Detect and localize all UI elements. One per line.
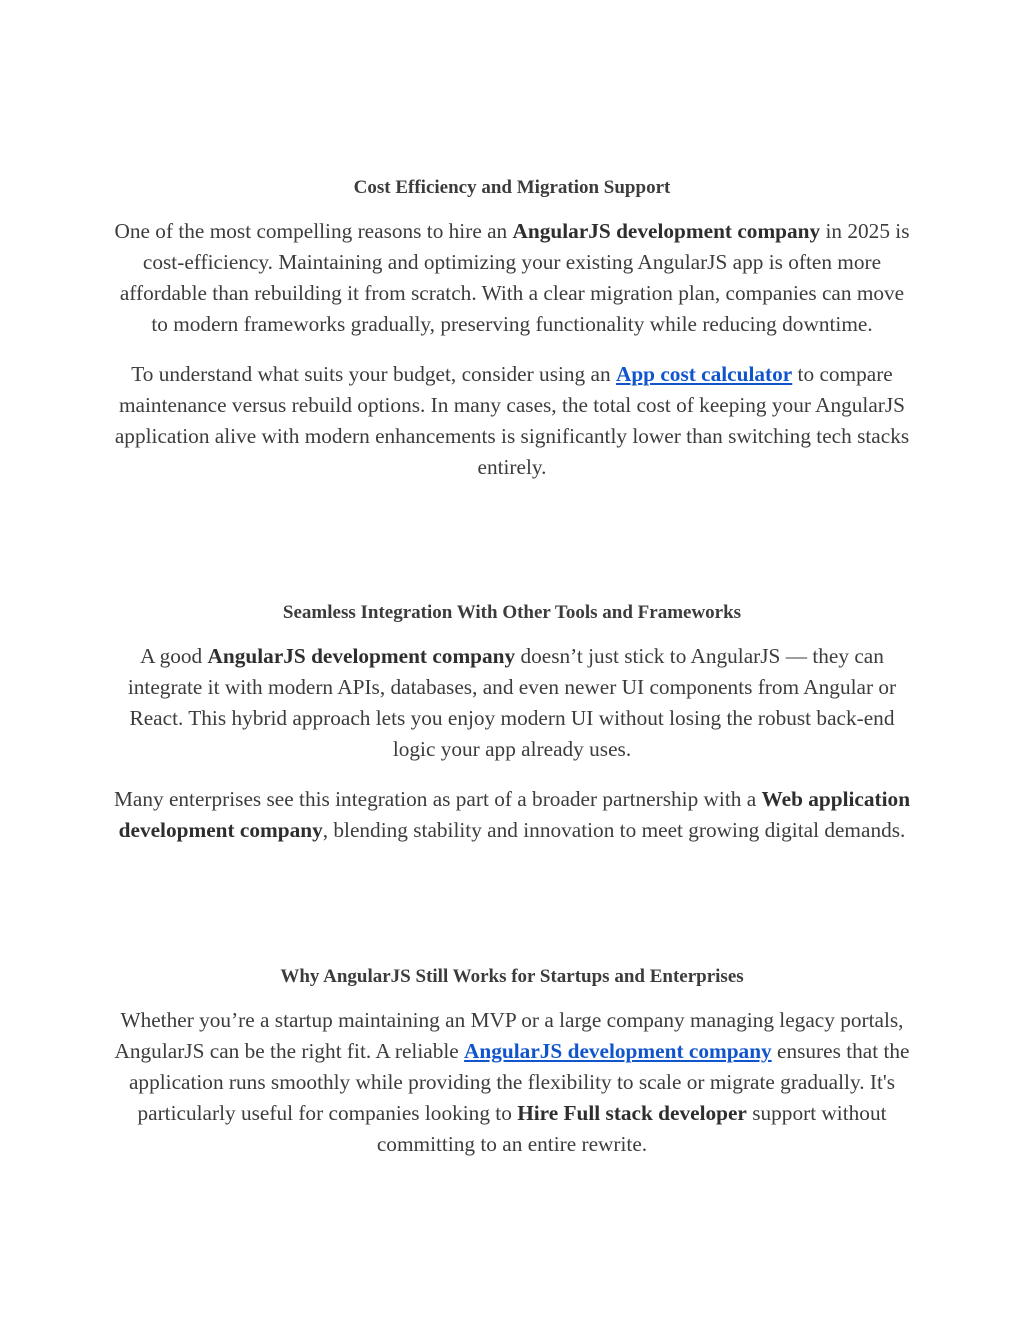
paragraph-text: in 2025 is cost-efficiency. Maintaining and optimizing your existing AngularJS app is often more affordable than rebuilding it from scratch. With a clear migration plan, companies can move to modern frameworks gradually, preserving functionality while reducing downtime.: [119, 219, 910, 336]
paragraph-text: One of the most compelling reasons to hire an: [114, 219, 513, 243]
paragraph-text: , blending stability and innovation to meet growing digital demands.: [322, 818, 906, 842]
paragraph-text: Whether you’re a startup maintaining an MVP or a large company managing legacy portals, AngularJS can be the right fit. A reliable: [114, 1008, 904, 1063]
bold-phrase: Web application development company: [118, 787, 911, 842]
section-seamless-integration: [112, 601, 912, 846]
section-heading: Seamless Integration With Other Tools and Frameworks: [282, 602, 742, 623]
section-cost-efficiency: [112, 176, 912, 483]
bold-phrase: AngularJS development company: [512, 219, 821, 243]
paragraph-text: to compare maintenance versus rebuild options. In many cases, the total cost of keeping your AngularJS application alive with modern enhancements is significantly lower than switching tech stacks entirely.: [114, 362, 910, 479]
paragraph-text: A good: [140, 644, 208, 668]
paragraph: [112, 1005, 912, 1160]
paragraph: [112, 784, 912, 846]
paragraph-text: support without committing to an entire rewrite.: [376, 1101, 887, 1156]
paragraph-text: To understand what suits your budget, consider using an: [131, 362, 616, 386]
section-heading: Why AngularJS Still Works for Startups and Enterprises: [280, 966, 744, 987]
paragraph: [112, 641, 912, 765]
app-cost-calculator-link[interactable]: App cost calculator: [615, 362, 793, 386]
section-heading: Cost Efficiency and Migration Support: [353, 177, 671, 198]
paragraph: [112, 359, 912, 483]
paragraph-text: ensures that the application runs smoothly while providing the flexibility to scale or migrate gradually. It's particularly useful for companies looking to: [128, 1039, 910, 1125]
section-why-angularjs: [112, 965, 912, 1160]
paragraph-text: Many enterprises see this integration as part of a broader partnership with a: [113, 787, 762, 811]
angularjs-development-company-link[interactable]: AngularJS development company: [464, 1039, 772, 1063]
paragraph-text: doesn’t just stick to AngularJS — they can integrate it with modern APIs, databases, and even newer UI components from Angular or React. This hybrid approach lets you enjoy modern UI without losing the robust back-end logic your app already uses.: [127, 644, 897, 761]
bold-phrase: AngularJS development company: [207, 644, 516, 668]
bold-phrase: Hire Full stack developer: [517, 1101, 747, 1125]
paragraph: [112, 216, 912, 340]
